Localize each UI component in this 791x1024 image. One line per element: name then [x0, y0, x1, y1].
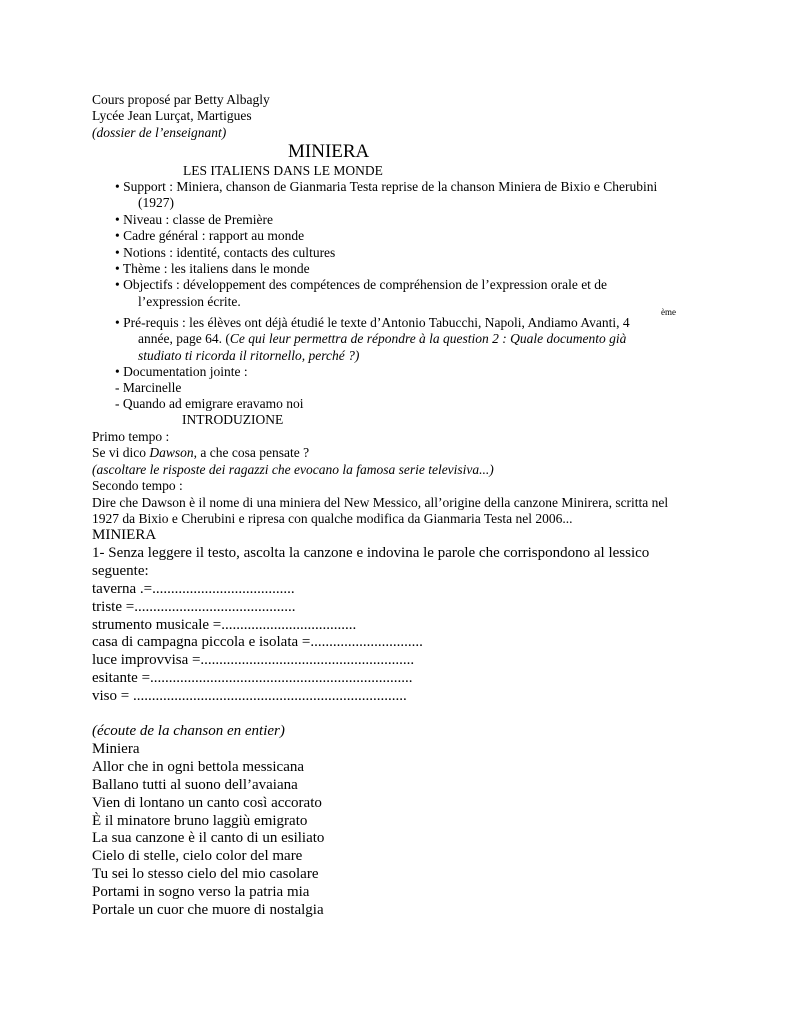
superscript-eme: ème: [661, 307, 676, 317]
listening-note: (écoute de la chanson en entier): [92, 723, 285, 739]
dawson-question: [92, 445, 772, 461]
vocab-item: luce improvvisa =.........................................................: [92, 652, 415, 669]
intro-heading: INTRODUZIONE: [182, 412, 284, 427]
vocab-item: esitante =......................................................................: [92, 670, 413, 687]
bullet-cadre: • Cadre général : rapport au monde: [115, 228, 305, 244]
exercise-question: 1- Senza leggere il testo, ascolta la canzone e indovina le parole che corrispondono al lessico: [92, 544, 650, 561]
song-line: Portale un cuor che muore di nostalgia: [92, 902, 324, 919]
song-line: La sua canzone è il canto di un esiliato: [92, 830, 325, 847]
vocab-item: viso = .........................................................................: [92, 688, 407, 705]
bullet-support: • Support : Miniera, chanson de Gianmaria Testa reprise de la chanson Miniera de Bixio e Cherubini: [115, 179, 658, 194]
vocab-item: triste =...........................................: [92, 598, 296, 615]
intro-block: [92, 429, 772, 527]
prerequis-note: Ce qui leur permettra de répondre à la question 2 : Quale documento già: [229, 331, 627, 347]
vocab-item: taverna .=......................................: [92, 580, 295, 597]
primo-tempo: Primo tempo :: [92, 429, 170, 444]
bullet-notions: • Notions : identité, contacts des cultures: [115, 244, 336, 260]
header-block: [92, 92, 732, 141]
bullet-objectifs-cont: l’expression écrite.: [138, 293, 241, 309]
exercise-block: [92, 527, 772, 706]
bullet-documentation: • Documentation jointe :: [115, 364, 248, 380]
bullet-support-cont: (1927): [138, 195, 174, 211]
song-line: Ballano tutti al suono dell’avaiana: [92, 776, 298, 793]
vocab-item: strumento musicale =....................................: [92, 616, 357, 633]
bullet-theme: • Thème : les italiens dans le monde: [115, 261, 310, 277]
song-line: Cielo di stelle, cielo color del mare: [92, 848, 303, 865]
bullet-niveau: • Niveau : classe de Première: [115, 211, 274, 227]
prerequis-page-ref: année, page 64. (: [138, 331, 230, 347]
question-dawson: Dawson: [149, 445, 194, 461]
song-line: Tu sei lo stesso cielo del mio casolare: [92, 866, 319, 883]
bullet-prerequis-cont2: studiato ti ricorda il ritornello, perché ?): [138, 347, 360, 363]
question-start: Se vi dico: [92, 445, 150, 461]
bullet-objectifs: • Objectifs : développement des compétences de compréhension de l’expression orale et de: [115, 277, 608, 293]
song-block: [92, 723, 732, 920]
song-line: È il minatore bruno laggiù emigrato: [92, 812, 308, 829]
teacher-note: (ascoltare le risposte dei ragazzi che evocano la famosa serie televisiva...): [92, 461, 494, 477]
intro-paragraph-1: Dire che Dawson è il nome di una miniera del New Messico, all’origine della canzone Minirera, scritta nel: [92, 494, 669, 510]
document-title: MINIERA: [288, 141, 370, 162]
exercise-heading: MINIERA: [92, 527, 157, 543]
song-line: Portami in sogno verso la patria mia: [92, 884, 310, 901]
secondo-tempo: Secondo tempo :: [92, 478, 183, 494]
question-end: , a che cosa pensate ?: [193, 445, 310, 461]
school-line: Lycée Jean Lurçat, Martigues: [92, 108, 252, 124]
song-line: Vien di lontano un canto così accorato: [92, 794, 322, 811]
prereq-block: [115, 315, 715, 381]
dossier-note: (dossier de l’enseignant): [92, 124, 227, 140]
vocab-item: casa di campagna piccola e isolata =..............................: [92, 634, 423, 651]
song-title: Miniera: [92, 740, 140, 757]
bullet-prerequis-cont: [115, 331, 715, 347]
song-line: Allor che in ogni bettola messicana: [92, 758, 305, 775]
document-subtitle: LES ITALIENS DANS LE MONDE: [183, 163, 383, 178]
doc-list: [115, 380, 715, 413]
doc-quando: - Quando ad emigrare eravamo noi: [115, 396, 304, 412]
bullet-prerequis: • Pré-requis : les élèves ont déjà étudié le texte d’Antonio Tabucchi, Napoli, Andiamo Avanti, 4: [115, 315, 630, 330]
intro-paragraph-2: 1927 da Bixio e Cherubini e ripresa con qualche modifica da Gianmaria Testa nel 2006...: [92, 511, 573, 527]
author-line: Cours proposé par Betty Albagly: [92, 92, 270, 107]
doc-marcinelle: - Marcinelle: [115, 380, 182, 395]
info-bullet-list: [115, 179, 715, 310]
exercise-question-cont: seguente:: [92, 562, 149, 579]
